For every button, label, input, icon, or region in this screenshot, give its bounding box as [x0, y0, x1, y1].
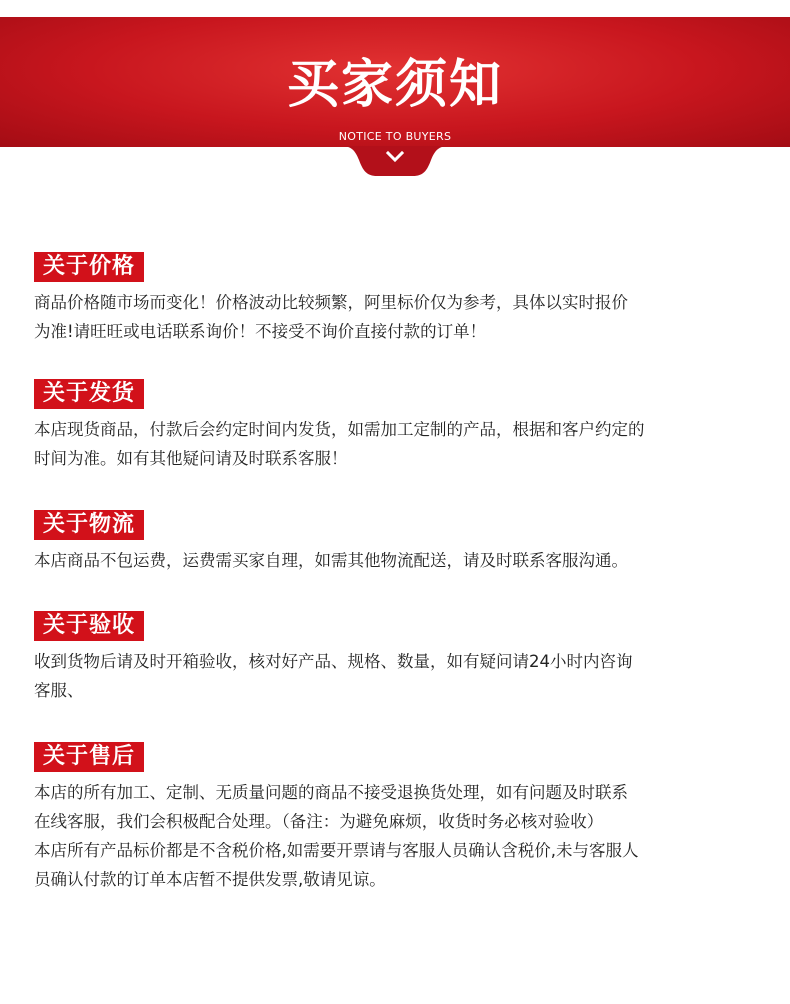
section-line: 为准!请旺旺或电话联系询价！不接受不询价直接付款的订单！ [34, 322, 487, 341]
header-tab [341, 146, 449, 178]
section-line: 商品价格随市场而变化！价格波动比较频繁，阿里标价仅为参考，具体以实时报价 [34, 293, 628, 312]
section-body-shipping [34, 415, 764, 473]
section-shipping [34, 379, 764, 473]
page-subtitle: NOTICE TO BUYERS [338, 130, 452, 143]
section-label-logistics: 关于物流 [34, 510, 144, 540]
section-logistics [34, 510, 764, 575]
section-label-inspection: 关于验收 [34, 611, 144, 641]
section-inspection [34, 611, 764, 705]
section-line: 本店商品不包运费，运费需买家自理，如需其他物流配送，请及时联系客服沟通。 [34, 551, 628, 570]
section-body-logistics [34, 546, 764, 575]
section-line: 本店所有产品标价都是不含税价格,如需要开票请与客服人员确认含税价,未与客服人 [34, 841, 639, 860]
section-line: 本店现货商品，付款后会约定时间内发货，如需加工定制的产品，根据和客户约定的 [34, 420, 645, 439]
section-after-sales [34, 742, 764, 894]
section-price [34, 252, 764, 346]
header-tab-shape [341, 146, 449, 178]
section-label-shipping: 关于发货 [34, 379, 144, 409]
section-line: 时间为准。如有其他疑问请及时联系客服！ [34, 449, 348, 468]
section-line: 客服、 [34, 681, 84, 700]
section-body-inspection [34, 647, 764, 705]
section-label-after-sales: 关于售后 [34, 742, 144, 772]
section-line: 收到货物后请及时开箱验收，核对好产品、规格、数量，如有疑问请24小时内咨询 [34, 652, 633, 671]
header-banner [0, 17, 790, 147]
section-body-after-sales [34, 778, 764, 894]
section-line: 在线客服，我们会积极配合处理。（备注：为避免麻烦，收货时务必核对验收） [34, 812, 604, 831]
section-line: 本店的所有加工、定制、无质量问题的商品不接受退换货处理，如有问题及时联系 [34, 783, 628, 802]
section-body-price [34, 288, 764, 346]
page-title: 买家须知 [286, 55, 503, 115]
section-label-price: 关于价格 [34, 252, 144, 282]
section-line: 员确认付款的订单本店暂不提供发票,敬请见谅。 [34, 870, 386, 889]
